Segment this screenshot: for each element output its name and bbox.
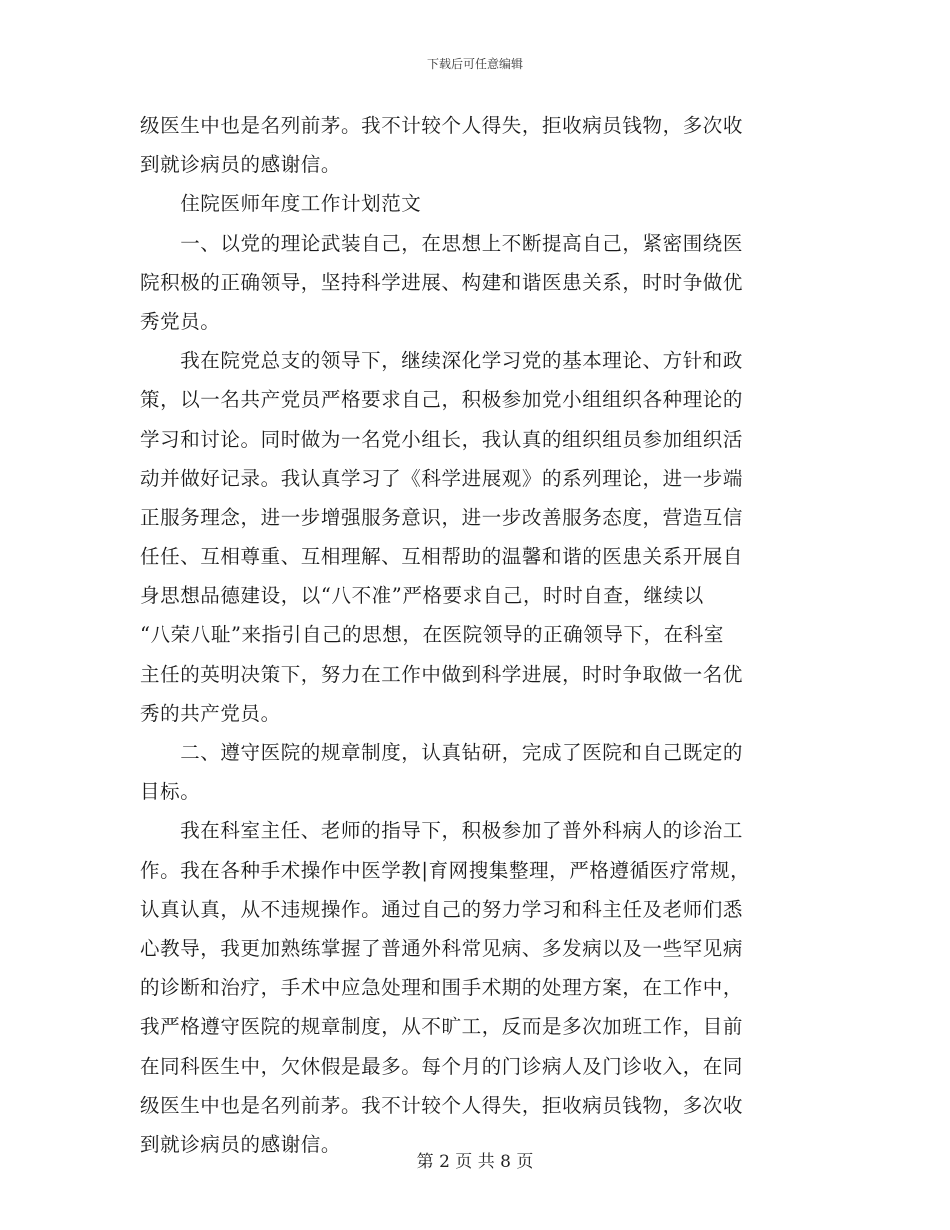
page-number: 第 2 页 共 8 页 <box>416 1152 534 1172</box>
text-line: “八荣八耻”来指引自己的思想，在医院领导的正确领导下，在科室 <box>140 623 724 647</box>
text-line: 二、遵守医院的规章制度，认真钻研，完成了医院和自己既定的 <box>140 741 744 764</box>
text-line: 学习和讨论。同时做为一名党小组长，我认真的组织组员参加组织活 <box>140 427 744 451</box>
text-line: 院积极的正确领导，坚持科学进展、构建和谐医患关系，时时争做优 <box>140 270 744 294</box>
text-line: 级医生中也是名列前茅。我不计较个人得失，拒收病员钱物，多次收 <box>140 114 744 137</box>
text-line: 秀党员。 <box>140 309 221 333</box>
text-line: 我在科室主任、老师的指导下，积极参加了普外科病人的诊治工 <box>140 819 744 843</box>
text-line: 我在院党总支的领导下，继续深化学习党的基本理论、方针和政 <box>140 349 744 373</box>
text-line: 主任的英明决策下，努力在工作中做到科学进展，时时争取做一名优 <box>140 662 744 686</box>
text-line: 到就诊病员的感谢信。 <box>140 153 342 177</box>
text-line: 我严格遵守医院的规章制度，从不旷工，反而是多次加班工作，目前 <box>140 1015 744 1039</box>
text-line: 在同科医生中，欠休假是最多。每个月的门诊病人及门诊收入，在同 <box>140 1054 744 1078</box>
text-line: 级医生中也是名列前茅。我不计较个人得失，拒收病员钱物，多次收 <box>140 1093 744 1117</box>
text-line: 身思想品德建设，以“八不准”严格要求自己，时时自查，继续以 <box>140 584 704 608</box>
text-line: 认真认真，从不违规操作。通过自己的努力学习和科主任及老师们悉 <box>140 897 744 921</box>
text-line: 秀的共产党员。 <box>140 701 281 725</box>
text-line: 目标。 <box>140 780 201 804</box>
text-line: 一、以党的理论武装自己，在思想上不断提高自己，紧密围绕医 <box>140 231 744 255</box>
page-header-note: 下载后可任意编辑 <box>426 57 523 71</box>
text-line: 策，以一名共产党员严格要求自己，积极参加党小组组织各种理论的 <box>140 388 744 412</box>
text-line: 任任、互相尊重、互相理解、互相帮助的温馨和谐的医患关系开展自 <box>140 545 744 569</box>
text-line: 到就诊病员的感谢信。 <box>140 1132 342 1156</box>
text-line: 正服务理念，进一步增强服务意识，进一步改善服务态度，营造互信 <box>140 505 744 529</box>
text-line: 的诊断和治疗，手术中应急处理和围手术期的处理方案，在工作中， <box>140 976 744 1000</box>
section-title: 住院医师年度工作计划范文 <box>140 192 422 216</box>
text-line: 作。我在各种手术操作中医学教|育网搜集整理，严格遵循医疗常规， <box>140 858 751 882</box>
text-line: 动并做好记录。我认真学习了《科学进展观》的系列理论，进一步端 <box>140 466 744 490</box>
body-text <box>140 106 812 1164</box>
text-line: 心教导，我更加熟练掌握了普通外科常见病、多发病以及一些罕见病 <box>140 936 744 960</box>
